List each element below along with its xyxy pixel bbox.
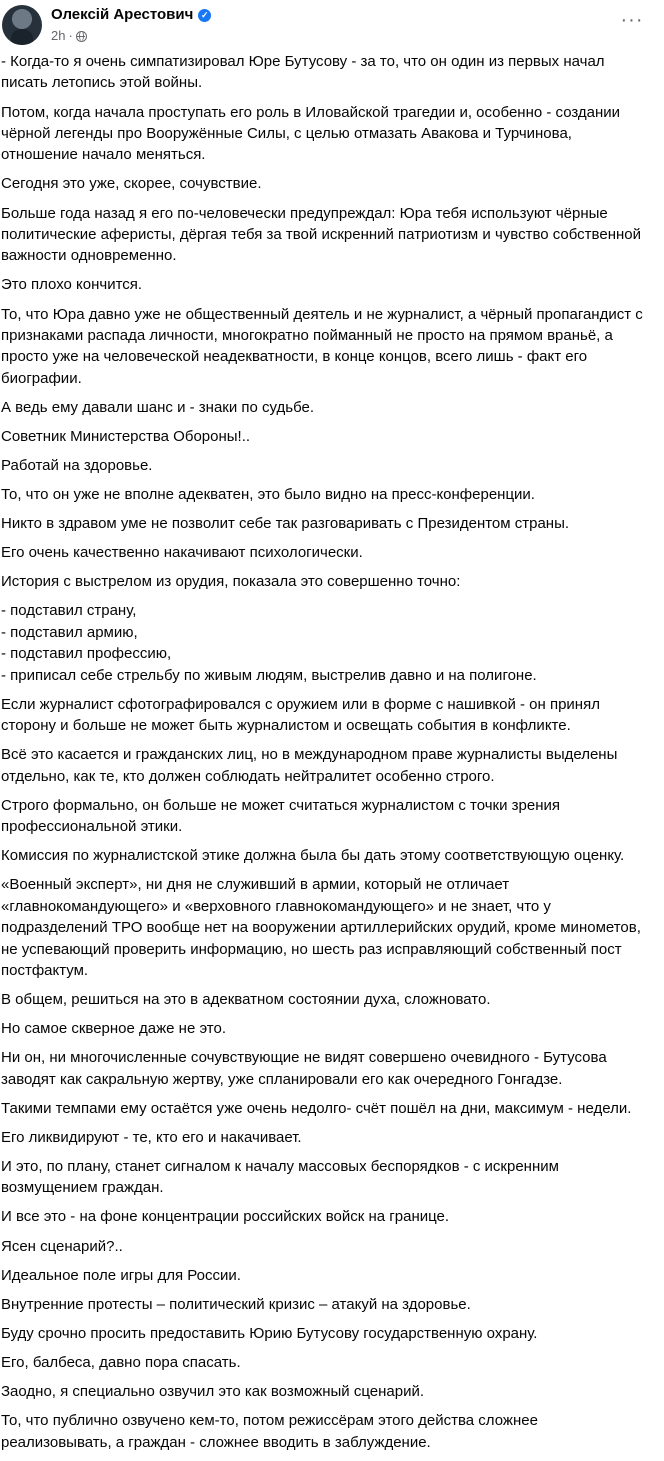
post-paragraph: История с выстрелом из орудия, показала это совершенно точно:: [1, 573, 461, 591]
post-paragraph: Советник Министерства Обороны!..: [1, 427, 251, 445]
post-paragraph: Буду срочно просить предоставить Юрию Бутусову государственную охрану.: [1, 1324, 538, 1342]
meta-separator: ·: [68, 28, 73, 43]
post-paragraph: То, что публично озвучено кем-то, потом режиссёрам этого действа сложнее реализовывать, а граждан - сложнее вводить в заблуждение.: [1, 1412, 538, 1451]
post-paragraph: - подставил страну, - подставил армию, - подставил профессию, - приписал себе стрельбу по живым людям, выстрелив давно и на полигоне.: [1, 602, 537, 684]
post-paragraph: Больше года назад я его по-человечески предупреждал: Юра тебя используют чёрные политические аферисты, дёргая тебя за твой искренний патриотизм и чувство собственной важности одновременно.: [1, 204, 641, 265]
post-paragraph: Его очень качественно накачивают психологически.: [1, 544, 363, 562]
post-header: [0, 0, 664, 52]
more-options-button[interactable]: ···: [620, 9, 644, 31]
post-paragraph: В общем, решиться на это в адекватном состоянии духа, сложновато.: [1, 991, 491, 1009]
post-paragraph: То, что он уже не вполне адекватен, это было видно на пресс-конференции.: [1, 486, 535, 504]
post-paragraph: Ясен сценарий?..: [1, 1237, 123, 1255]
post-paragraph: «Военный эксперт», ни дня не служивший в армии, который не отличает «главнокомандующего» и «верховного главнокомандующего» и не знает, что у подразделений ТРО вообще нет на вооружении артиллерийских орудий, кроме минометов, не успевающий проверить информацию, но шесть раз исправляющий собственный пост постфактум.: [1, 876, 641, 979]
post-paragraph: Комиссия по журналистской этике должна была бы дать этому соответствующую оценку.: [1, 847, 625, 865]
post-paragraph: Потом, когда начала проступать его роль в Иловайской трагедии и, особенно - создании чёрной легенды про Вооружённые Силы, с целью отмазать Авакова и Турчинова, отношение начало меняться.: [1, 103, 621, 164]
verified-badge-icon: ✓: [198, 9, 211, 22]
post-paragraph: Заодно, я специально озвучил это как возможный сценарий.: [1, 1383, 425, 1401]
post-paragraph: Но самое скверное даже не это.: [1, 1020, 226, 1038]
post-paragraph: Работай на здоровье.: [1, 457, 153, 474]
post-paragraph: И это, по плану, станет сигналом к началу массовых беспорядков - с искренним возмущением граждан.: [1, 1157, 559, 1197]
post-paragraph: Такими темпами ему остаётся уже очень недолго- счёт пошёл на дни, максимум - недели.: [1, 1099, 632, 1117]
post-paragraph: Идеальное поле игры для России.: [1, 1266, 241, 1284]
post-meta: [51, 28, 87, 43]
post-paragraph: Строго формально, он больше не может считаться журналистом с точки зрения профессиональной этики.: [1, 796, 560, 836]
post-paragraph: Всё это касается и гражданских лиц, но в международном праве журналисты выделены отдельно, как те, кто должен соблюдать нейтралитет особенно строго.: [1, 746, 618, 785]
author-name[interactable]: [51, 6, 211, 23]
post-paragraph: Внутренние протесты – политический кризис – атакуй на здоровье.: [1, 1295, 471, 1313]
post-paragraph: То, что Юра давно уже не общественный деятель и не журналист, а чёрный пропагандист с признаками распада личности, многократно пойманный не просто на прямом враньё, а просто уже на человеческой неадекватности, в конце концов, всего лишь - факт его биографии.: [1, 305, 643, 387]
post-timestamp[interactable]: 2h: [51, 28, 66, 43]
post-paragraph: - Когда-то я очень симпатизировал Юре Бутусову - за то, что он один из первых начал писать летопись этой войны.: [1, 53, 605, 92]
avatar[interactable]: [2, 5, 42, 45]
post-paragraph: Никто в здравом уме не позволит себе так разговаривать с Президентом страны.: [1, 515, 570, 533]
globe-icon[interactable]: [76, 31, 87, 42]
post-paragraph: Его ликвидируют - те, кто его и накачивает.: [1, 1128, 302, 1146]
post-text: [1, 51, 651, 1461]
post-paragraph: Ни он, ни многочисленные сочувствующие не видят совершено очевидного - Бутусова заводят как сакральную жертву, уже спланировали его как очередного Гонгадзе.: [1, 1049, 607, 1088]
post-paragraph: И все это - на фоне концентрации российских войск на границе.: [1, 1208, 450, 1226]
post-paragraph: Это плохо кончится.: [1, 276, 143, 294]
post-paragraph: Если журналист сфотографировался с оружием или в форме с нашивкой - он принял сторону и больше не может быть журналистом и освещать события в конфликте.: [1, 695, 600, 735]
post-paragraph: Сегодня это уже, скорее, сочувствие.: [1, 175, 262, 193]
author-name-text: Олексій Арестович: [51, 6, 194, 23]
post-paragraph: Его, балбеса, давно пора спасать.: [1, 1353, 241, 1371]
post-paragraph: А ведь ему давали шанс и - знаки по судьбе.: [1, 398, 315, 416]
